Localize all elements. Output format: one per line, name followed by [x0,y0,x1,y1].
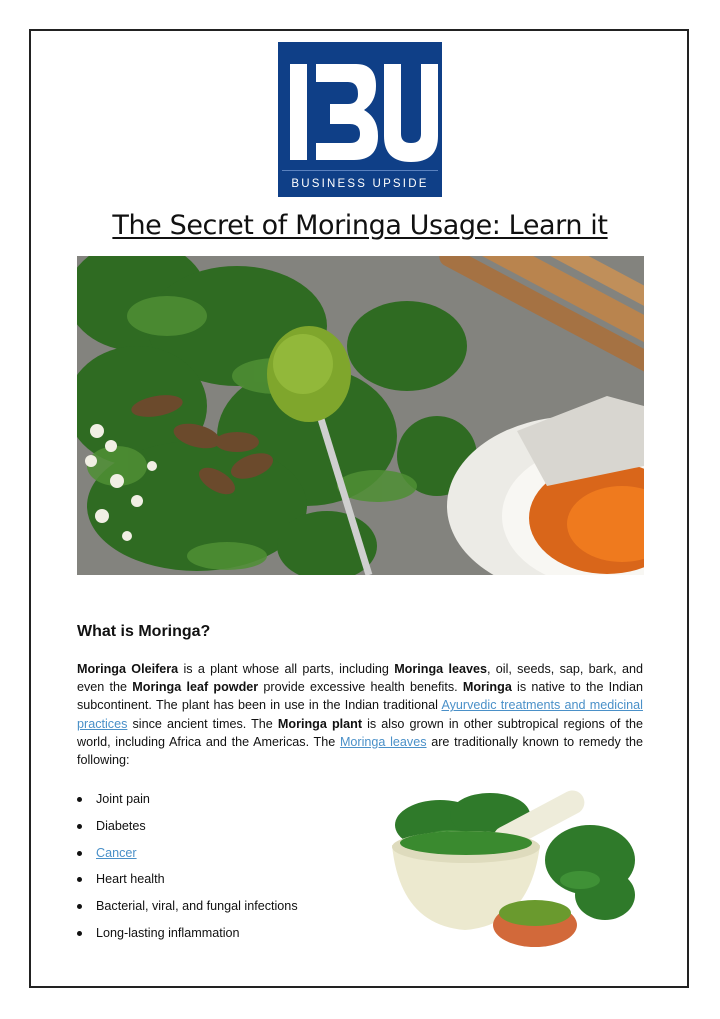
paragraph-text: , oil, seeds, sap, bark, and even the [77,662,643,695]
term-moringa-leaves: Moringa leaves [394,662,487,676]
list-item [77,870,298,897]
ayurvedic-link[interactable]: Ayurvedic treatments and medicinal practices [77,698,643,731]
mortar-pestle-image [380,785,640,950]
paragraph-text: is native to the Indian subcontinent. The plant has been in use in the Indian traditional [77,680,643,713]
intro-paragraph [77,660,643,769]
term-moringa-oleifera: Moringa Oleifera [77,662,179,676]
list-item [77,897,298,924]
paragraph-text: is a plant whose all parts, including [178,662,395,676]
section-heading: What is Moringa? [77,623,211,640]
page-title: The Secret of Moringa Usage: Learn it [112,210,608,241]
list-item [77,844,298,871]
remedies-list [77,790,298,951]
list-item-label: Long-lasting inflammation [96,925,240,940]
list-item-label: Bacterial, viral, and fungal infections [96,899,298,914]
list-item-label: Joint pain [96,792,150,806]
paragraph-text: since ancient times. The [127,716,278,731]
cancer-link[interactable]: Cancer [96,845,137,860]
term-moringa: Moringa [462,680,512,695]
list-item [77,817,298,844]
list-item [77,790,298,817]
list-item [77,924,298,951]
paragraph-text: are traditionally known to remedy the following: [77,734,644,768]
term-moringa-plant: Moringa plant [277,716,363,731]
business-upside-logo[interactable] [278,42,442,197]
list-item-label: Diabetes [96,818,146,833]
moringa-leaves-link[interactable]: Moringa leaves [339,734,427,749]
logo-mark-icon [278,42,442,197]
logo-text: BUSINESS UPSIDE [291,178,429,190]
hero-image [77,256,644,575]
paragraph-text: is also grown in other subtropical regions of the world, including Africa and the Americas. The [77,716,643,749]
term-moringa-leaf-powder: Moringa leaf powder [132,680,259,695]
paragraph-text: provide excessive health benefits. [258,680,463,695]
list-item-label: Heart health [96,872,165,887]
